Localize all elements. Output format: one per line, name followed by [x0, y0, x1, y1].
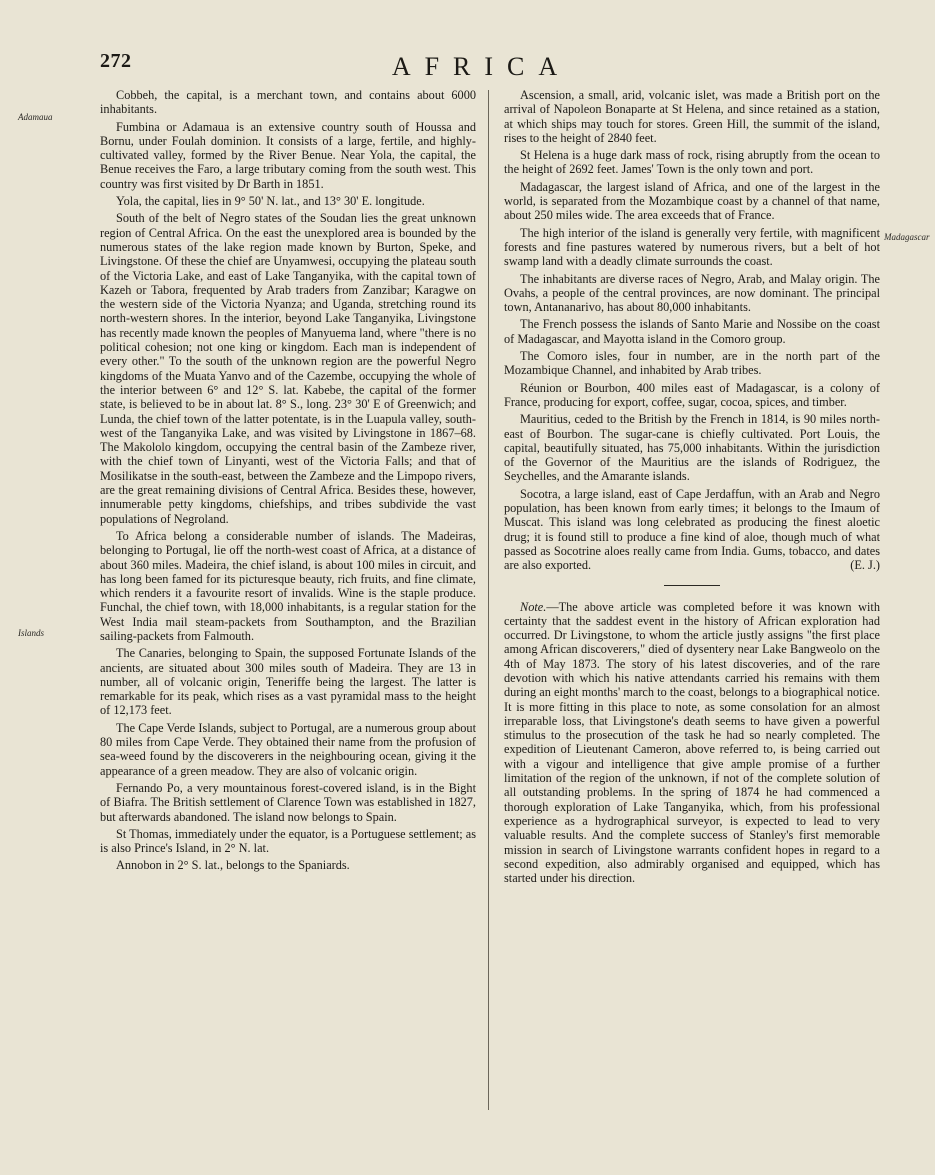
- sidenote-madagascar: Madagascar: [884, 232, 930, 242]
- page-number: 272: [100, 50, 132, 72]
- paragraph: South of the belt of Negro states of the Soudan lies the great unknown region of Central Africa. On the east the unexplored area is bounded by the numerous states of the lake region made known by Burton, Speke, and Livingstone. Of these the chief are Unyamwesi, occupying the plateau south of the Victoria Lake, and east of Lake Tanganyika, with the capital town of Kazeh or Tabora, frequented by Arab traders from Zanzibar; Karagwe on the western side of the Victoria Nyanza; and Uganda, stretching round its north-western shores. In the interior, beyond Lake Tanganyika, Livingstone has recently made known the peoples of Manyuema land, where "there is no political cohesion; not one king or kingdom. Each man is independent of every other." To the south of the unknown region are the powerful Negro kingdoms of the Muata Yanvo and of the Cazembe, occupying the whole of the interior between 6° and 12° S. lat. Kabebe, the capital of the former state, is believed to be in about lat. 8° S., long. 23° 30' E of Greenwich; and Lunda, the chief town of the latter potentate, is in the Luapula valley, south-west of the Tanganyika Lake, and was visited by Livingstone in 1867–68. The Makololo kingdom, occupying the central basin of the Zambeze river, with the chief town of Linyanti, west of the Victoria Falls; and that of Mosilikatse in the south-east, between the Zambeze and the Limpopo rivers, are the great remaining divisions of Central Africa. Besides these, however, innumerable petty kingdoms, chiefships, and tribes subdivide the vast populations of Negroland.: [100, 211, 476, 526]
- note-paragraph: [504, 600, 880, 886]
- paragraph: Yola, the capital, lies in 9° 50' N. lat., and 13° 30' E. longitude.: [116, 194, 425, 209]
- paragraph: Fumbina or Adamaua is an extensive country south of Houssa and Bornu, under Foulah dominion. It consists of a large, fertile, and highly-cultivated valley, formed by the River Benue. Near Yola, the capital, the Benue receives the Faro, a large tributary coming from the south west. This country was first visited by Dr Barth in 1851.: [100, 119, 476, 191]
- note-text: —The above article was completed before it was known with certainty that the saddest event in the history of African exploration had occurred. Dr Livingstone, to whom the article justly assigns "the first place among African discoverers," died of dysentery near Lake Bangweolo on the 4th of May 1873. The story of his latest discoveries, and of the rare devotion with which his native attendants carried his remains with them during an eight months' march to the coast, belongs to a biographical notice. It is more fitting in this place to note, as some consolation for an almost irreparable loss, that Livingstone's death seems to have given a powerful stimulus to the prosecution of the task he had so nearly completed. The expedition of Lieutenant Cameron, above referred to, is being carried out with a vigour and intelligence that give ample promise of a further limitation of the region of the unknown, if not of the complete solution of all outstanding problems. In the spring of 1874 he had commenced a thorough exploration of Lake Tanganyika, which, from his professional experience as a hydrographical surveyor, is expected to lead to very valuable results. And the complete success of Stanley's first memorable mission in search of Livingstone warrants confident hopes in regard to a second expedition, also admirably organised and equipped, which has started under his direction.: [504, 599, 880, 886]
- paragraph: Mauritius, ceded to the British by the French in 1814, is 90 miles north-east of Bourbon. The sugar-cane is chiefly cultivated. Port Louis, the capital, beautifully situated, has 75,000 inhabitants. Within the jurisdiction of the Governor of the Mauritius are the islands of Rodriguez, the Seychelles, and the Amarante islands.: [504, 412, 880, 484]
- paragraph-text: Socotra, a large island, east of Cape Jerdaffun, with an Arab and Negro population, has been known from early times; it belongs to the Imaum of Muscat. This island was long celebrated as producing the finest aloetic drug; it is found still to produce a fine kind of aloe, though much of what passed as Socotrine aloes really came from India. Gums, tobacco, and dates are also exported.: [504, 486, 880, 573]
- paragraph: Réunion or Bourbon, 400 miles east of Madagascar, is a colony of France, producing for export, coffee, sugar, cocoa, spices, and timber.: [504, 380, 880, 409]
- paragraph: St Helena is a huge dark mass of rock, rising abruptly from the ocean to the height of 2692 feet. James' Town is the only town and port.: [504, 148, 880, 177]
- paragraph: Madagascar, the largest island of Africa, and one of the largest in the world, is separated from the Mozambique coast by a channel of that name, about 250 miles wide. The area exceeds that of France.: [504, 179, 880, 223]
- author-signature: (E. J.): [850, 558, 880, 573]
- paragraph: The Comoro isles, four in number, are in the north part of the Mozambique Channel, and inhabited by Arab tribes.: [504, 349, 880, 378]
- paragraph: Fernando Po, a very mountainous forest-covered island, is in the Bight of Biafra. The British settlement of Clarence Town was established in 1827, but afterwards abandoned. The island now belongs to Spain.: [100, 780, 476, 824]
- paragraph: [504, 487, 880, 573]
- paragraph: The inhabitants are diverse races of Negro, Arab, and Malay origin. The Ovahs, a people of the central provinces, are now dominant. The principal town, Antananarivo, has about 80,000 inhabitants.: [504, 271, 880, 315]
- paragraph: The high interior of the island is generally very fertile, with magnificent forests and fine pastures watered by numerous rivers, but a belt of hot swamp land with a deadly climate surrounds the coast.: [504, 225, 880, 269]
- sidenote-islands: Islands: [18, 628, 45, 638]
- left-column: [100, 88, 476, 876]
- paragraph: The Cape Verde Islands, subject to Portugal, are a numerous group about 80 miles from Cape Verde. They obtained their name from the profusion of sea-weed found by the discoverers in the neighbouring ocean, giving it the appearance of a green meadow. They are also of volcanic origin.: [100, 720, 476, 778]
- section-rule: [664, 585, 720, 586]
- sidenote-adamaua: Adamaua: [18, 112, 53, 122]
- paragraph: Ascension, a small, arid, volcanic islet, was made a British port on the arrival of Napoleon Bonaparte at St Helena, and since retained as a station, at which ships may touch for stores. Green Hill, the summit of the island, rises to the height of 2840 feet.: [504, 88, 880, 145]
- right-column: [504, 88, 880, 888]
- paragraph: The French possess the islands of Santo Marie and Nossibe on the coast of Madagascar, and Mayotta island in the Comoro group.: [504, 317, 880, 346]
- note-label: Note.: [520, 599, 547, 614]
- running-head: AFRICA: [391, 52, 572, 81]
- paragraph: Annobon in 2° S. lat., belongs to the Spaniards.: [116, 858, 350, 873]
- paragraph: To Africa belong a considerable number of islands. The Madeiras, belonging to Portugal, lie off the north-west coast of Africa, at a distance of about 360 miles. Madeira, the chief island, is about 100 miles in circuit, and has long been famed for its picturesque beauty, rich fruits, and fine climate, which renders it a favourite resort of invalids. Wine is the staple produce. Funchal, the chief town, with 18,000 inhabitants, is a regular station for the West India mail steam-packets from Southampton, and the Brazilian sailing-packets from Falmouth.: [100, 528, 476, 643]
- column-divider: [488, 90, 489, 1110]
- paragraph: Cobbeh, the capital, is a merchant town, and contains about 6000 inhabitants.: [100, 88, 476, 117]
- paragraph: St Thomas, immediately under the equator, is a Portuguese settlement; as is also Prince's Island, in 2° N. lat.: [100, 826, 476, 856]
- paragraph: The Canaries, belonging to Spain, the supposed Fortunate Islands of the ancients, are situated about 300 miles south of Madeira. They are 13 in number, all of volcanic origin, Teneriffe being the largest. The latter is remarkable for its peak, which rises as a vast pyramidal mass to the height of 12,173 feet.: [100, 646, 476, 718]
